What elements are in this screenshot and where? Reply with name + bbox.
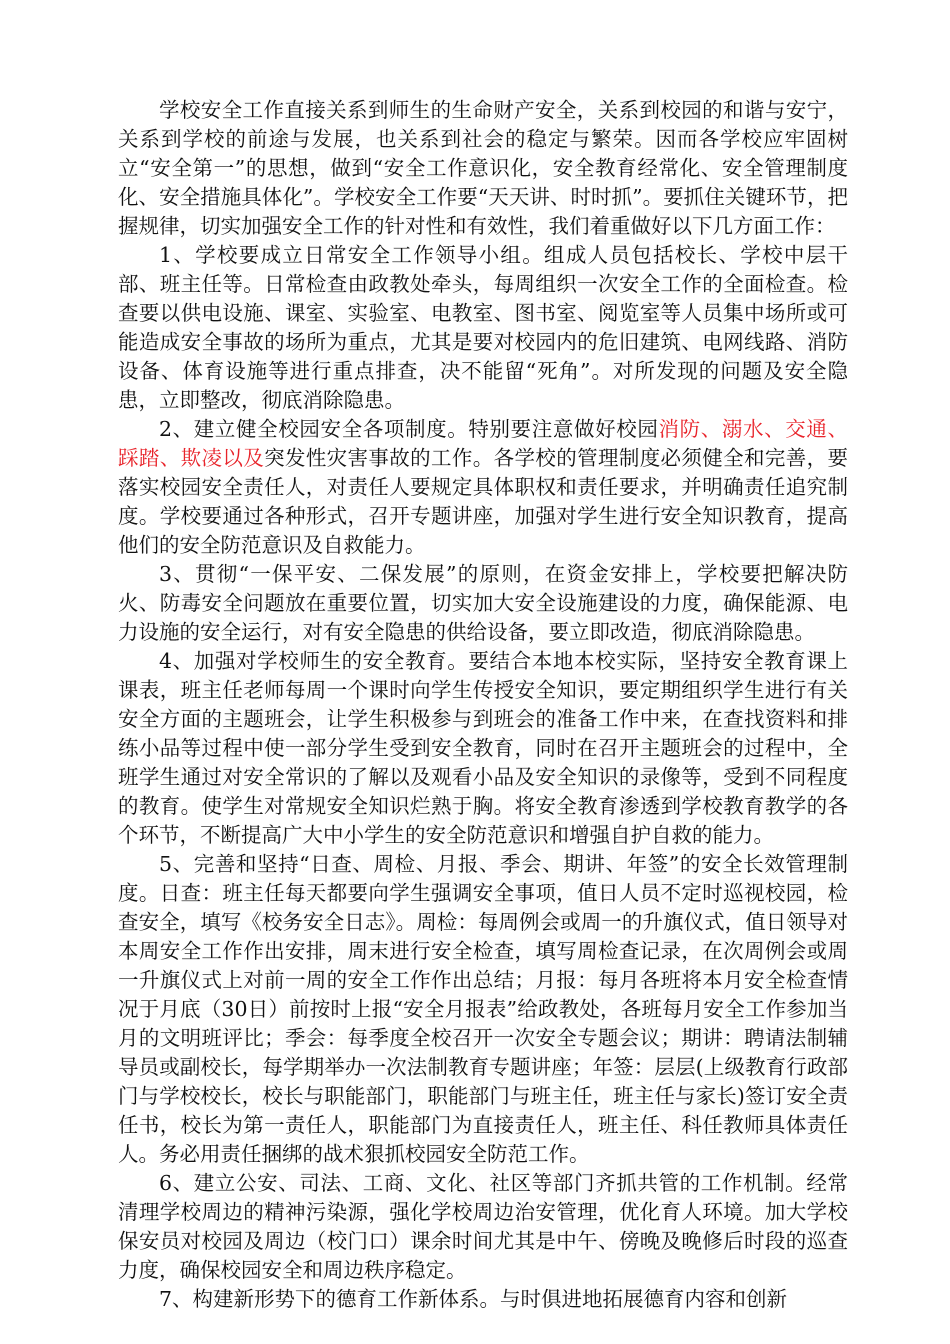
- item-2-text-before: 2、建立健全校园安全各项制度。特别要注意做好校园: [159, 417, 659, 441]
- intro-paragraph: 学校安全工作直接关系到师生的生命财产安全，关系到校园的和谐与安宁，关系到学校的前途与发展，也关系到社会的稳定与繁荣。因而各学校应牢固树立“安全第一”的思想，做到“安全工作意识化，安全教育经常化、安全管理制度化、安全措施具体化”。学校安全工作要“天天讲、时时抓”。要抓住关键环节，把握规律，切实加强安全工作的针对性和有效性，我们着重做好以下几方面工作：: [118, 98, 848, 238]
- item-4-paragraph: 4、加强对学校师生的安全教育。要结合本地本校实际，坚持安全教育课上课表，班主任老师每周一个课时向学生传授安全知识，要定期组织学生进行有关安全方面的主题班会，让学生积极参与到班会的准备工作中来，在查找资料和排练小品等过程中使一部分学生受到安全教育，同时在召开主题班会的过程中，全班学生通过对安全常识的了解以及观看小品及安全知识的录像等，受到不同程度的教育。使学生对常规安全知识烂熟于胸。将安全教育渗透到学校教育教学的各个环节，不断提高广大中小学生的安全防范意识和增强自护自救的能力。: [118, 649, 848, 847]
- item-5-paragraph: 5、完善和坚持“日查、周检、月报、季会、期讲、年签”的安全长效管理制度。日查：班主任每天都要向学生强调安全事项，值日人员不定时巡视校园，检查安全，填写《校务安全日志》。周检：每周例会或周一的升旗仪式，值日领导对本周安全工作作出安排，周末进行安全检查，填写周检查记录，在次周例会或周一升旗仪式上对前一周的安全工作作出总结；月报：每月各班将本月安全检查情况于月底（30日）前按时上报“安全月报表”给政教处，各班每月安全工作参加当月的文明班评比；季会：每季度全校召开一次安全专题会议；期讲：聘请法制辅导员或副校长，每学期举办一次法制教育专题讲座；年签：层层(上级教育行政部门与学校校长，校长与职能部门，职能部门与班主任，班主任与家长)签订安全责任书，校长为第一责任人，职能部门为直接责任人，班主任、科任教师具体责任人。务必用责任捆绑的战术狠抓校园安全防范工作。: [118, 852, 848, 1166]
- item-3-paragraph: 3、贯彻“一保平安、二保发展”的原则，在资金安排上，学校要把解决防火、防毒安全问题放在重要位置，切实加大安全设施建设的力度，确保能源、电力设施的安全运行，对有安全隐患的供给设备，要立即改造，彻底消除隐患。: [118, 562, 848, 644]
- item-2-highlighted-text: 消防、溺水、交通、踩踏、欺凌以及: [118, 417, 849, 470]
- item-6-paragraph: 6、建立公安、司法、工商、文化、社区等部门齐抓共管的工作机制。经常清理学校周边的精神污染源，强化学校周边治安管理，优化育人环境。加大学校保安员对校园及周边（校门口）课余时间尤其是中午、傍晚及晚修后时段的巡查力度，确保校园安全和周边秩序稳定。: [118, 1171, 848, 1282]
- item-2-paragraph: [118, 415, 848, 560]
- item-1-paragraph: 1、学校要成立日常安全工作领导小组。组成人员包括校长、学校中层干部、班主任等。日常检查由政教处牵头，每周组织一次安全工作的全面检查。检查要以供电设施、课室、实验室、电教室、图书室、阅览室等人员集中场所或可能造成安全事故的场所为重点，尤其是要对校园内的危旧建筑、电网线路、消防设备、体育设施等进行重点排查，决不能留“死角”。对所发现的问题及安全隐患，立即整改，彻底消除隐患。: [118, 243, 848, 412]
- item-7-paragraph: 7、构建新形势下的德育工作新体系。与时俱进地拓展德育内容和创新: [159, 1287, 788, 1311]
- document-body: [118, 96, 848, 1314]
- item-2-text-after: 突发性灾害事故的工作。各学校的管理制度必须健全和完善，要落实校园安全责任人，对责任人要规定具体职权和责任要求，并明确责任追究制度。学校要通过各种形式，召开专题讲座，加强对学生进行安全知识教育，提高他们的安全防范意识及自救能力。: [118, 446, 849, 557]
